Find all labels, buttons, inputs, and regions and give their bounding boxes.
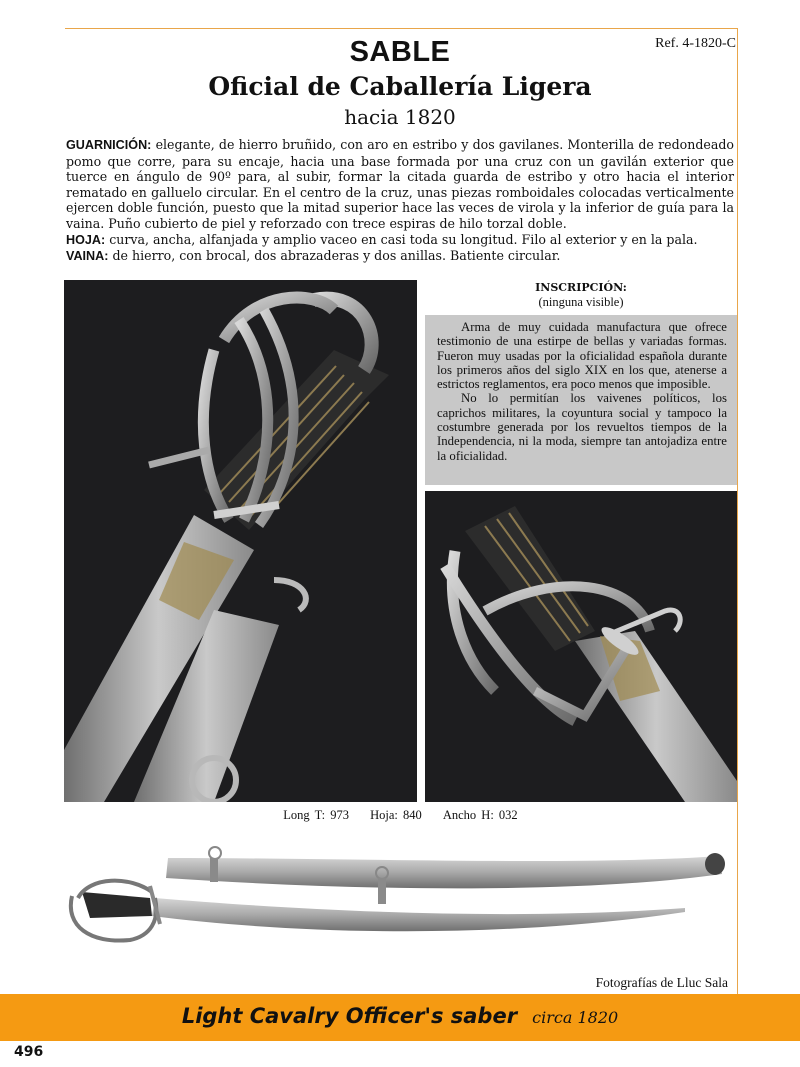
inscription-value: (ninguna visible) — [538, 295, 624, 309]
hilt-closeup-photo — [64, 280, 417, 802]
measurements — [64, 808, 737, 823]
historical-note-box — [425, 315, 737, 485]
page-date: hacia 1820 — [344, 105, 456, 129]
guard-closeup-photo — [425, 491, 737, 802]
measure-blade-length: Hoja: 840 — [370, 808, 422, 822]
note-paragraph-2: No lo permitían los vaivenes políticos, los caprichos militares, la coyuntura social y tampoco la costumbre generada por los revueltos tiempos de la Independencia, ni la moda, siempre tan antojadiza entre la oficialidad. — [437, 391, 727, 463]
hoja-paragraph — [66, 232, 734, 249]
banner-english-title: Light Cavalry Officer's saber — [181, 1004, 518, 1028]
note-paragraph-1: Arma de muy cuidada manufactura que ofrece testimonio de una estirpe de bellas y variadas formas. Fueron muy usadas por la oficialidad española durante los primeros años del siglo XIX en los que, atenerse a estrictos reglamentos, era poco menos que imposible. — [437, 320, 727, 392]
guarnicion-text: elegante, de hierro bruñido, con aro en estribo y dos gavilanes. Monterilla de redondeado pomo que corre, para su encaje, hacia una base formada por una cruz con un gavilán exterior que tuerce en ángulo de 90º para, al subir, formar la citada guarda de estribo y otro hacia el interior rematado en galluelo circular. En el centro de la cruz, unas piezas romboidales colocadas verticalmente ejercen doble función, puesto que la mitad superior hace las veces de virola y la inferior de guía para la vaina. Puño cubierto de piel y reforzado con trece espiras de hilo torzal doble. — [66, 137, 734, 231]
vaina-label: VAINA: — [66, 249, 109, 264]
photo-credit: Fotografías de Lluc Sala — [595, 975, 728, 990]
inscription-title: INSCRIPCIÓN: — [535, 281, 627, 294]
guarnicion-paragraph — [66, 137, 734, 232]
guarnicion-label: GUARNICIÓN: — [66, 138, 152, 152]
page-title: SABLE — [349, 36, 451, 68]
description-block — [66, 137, 734, 265]
page-number: 496 — [14, 1044, 44, 1060]
reference-number: Ref. 4-1820-C — [655, 36, 736, 51]
measure-total-length: Long T: 973 — [283, 808, 349, 822]
vaina-paragraph — [66, 248, 734, 265]
hoja-text: curva, ancha, alfanjada y amplio vaceo en casi toda su longitud. Filo al exterior y en la pala. — [105, 231, 698, 247]
guard-closeup-illustration — [425, 491, 737, 802]
banner-circa: circa 1820 — [532, 1008, 619, 1027]
hoja-label: HOJA: — [66, 232, 106, 247]
full-saber-illustration — [60, 836, 740, 971]
banner-caption — [0, 1004, 800, 1028]
full-saber-photo — [60, 836, 740, 971]
frame-line-top — [65, 28, 737, 29]
measure-blade-width: Ancho H: 032 — [442, 808, 518, 822]
vaina-text: de hierro, con brocal, dos abrazaderas y dos anillas. Batiente circular. — [108, 248, 561, 264]
hilt-closeup-illustration — [64, 280, 417, 802]
page-subtitle: Oficial de Caballería Ligera — [208, 72, 592, 101]
